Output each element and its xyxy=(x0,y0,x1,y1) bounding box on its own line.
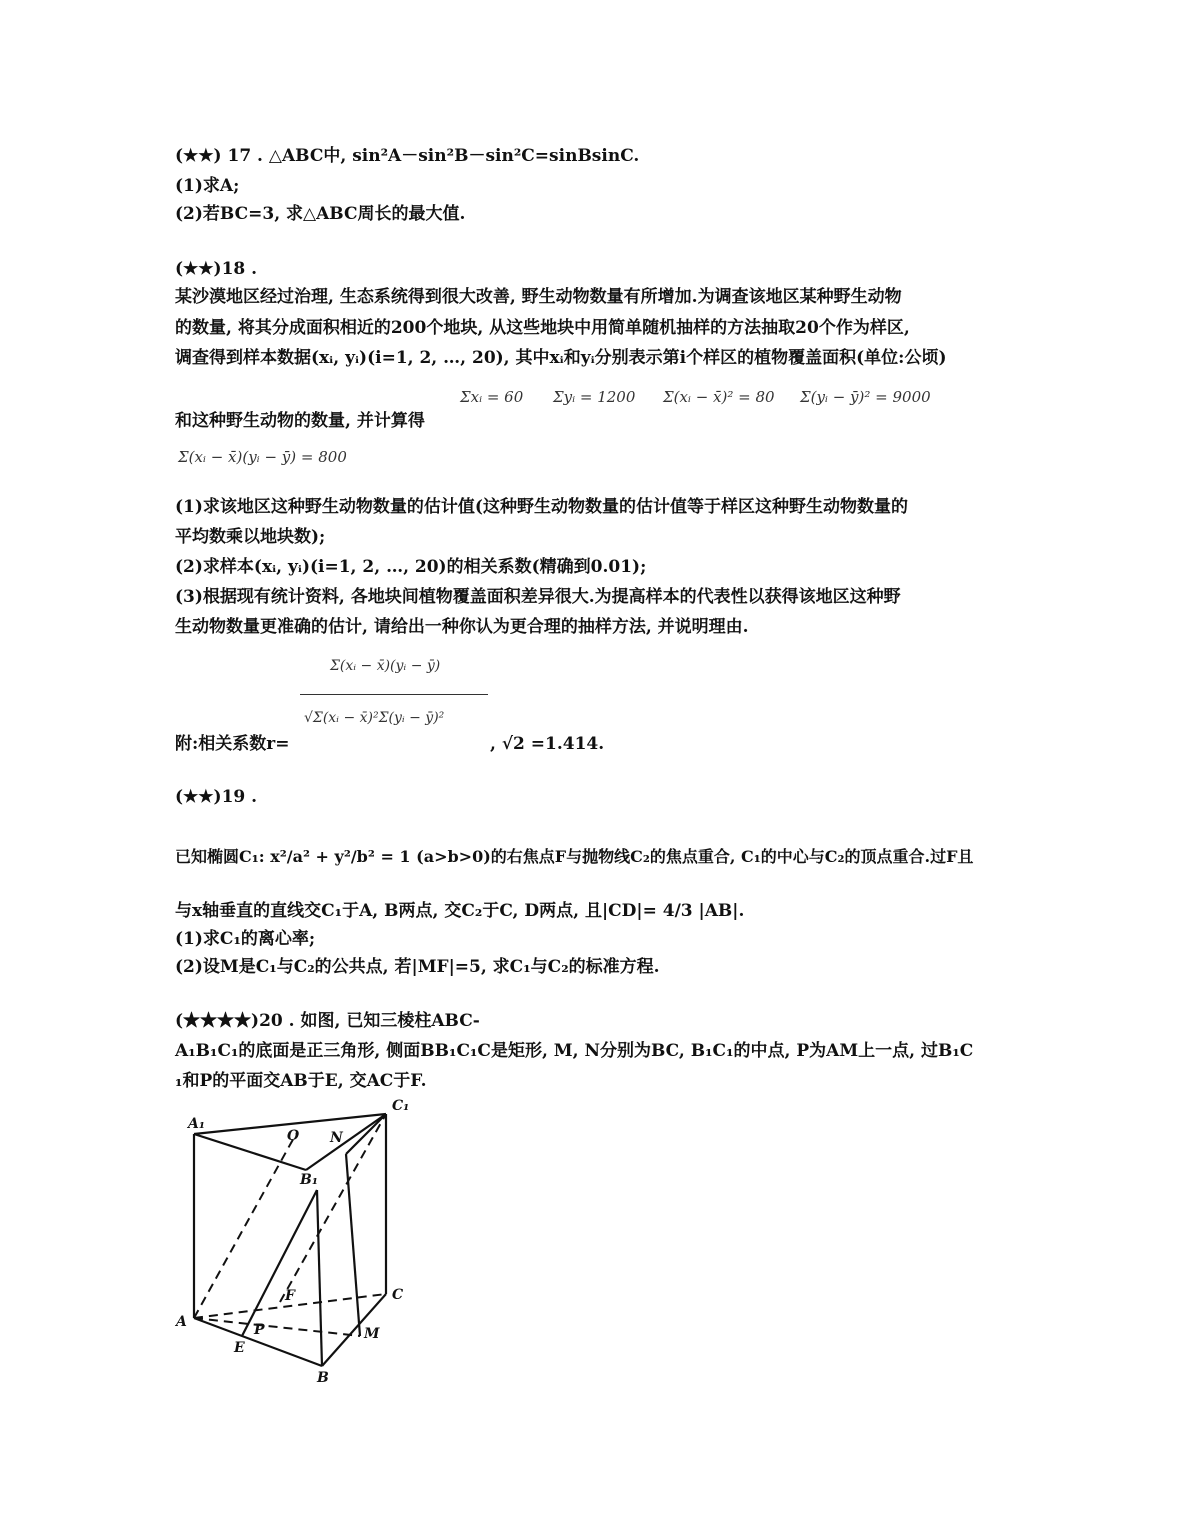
q20-header: (★★★★)20 . 如图, 已知三棱柱ABC- xyxy=(175,1011,480,1031)
label-P: P xyxy=(254,1322,265,1338)
label-C: C xyxy=(392,1287,404,1303)
q18-line4: 和这种野生动物的数量, 并计算得 xyxy=(175,411,425,431)
q19-part2: (2)设M是C₁与C₂的公共点, 若|MF|=5, 求C₁与C₂的标准方程. xyxy=(175,957,660,977)
q19-line2: 与x轴垂直的直线交C₁于A, B两点, 交C₂于C, D两点, 且|CD|= 4/3 |AB|. xyxy=(175,901,745,921)
label-C1: C₁ xyxy=(392,1098,410,1114)
label-B1: B₁ xyxy=(300,1172,318,1188)
q18-fraction-bar xyxy=(300,694,488,695)
q18-sum-xy: Σ(xᵢ − x̄)(yᵢ − ȳ) = 800 xyxy=(178,448,347,466)
q18-sum-xx: Σ(xᵢ − x̄)² = 80 xyxy=(663,388,775,406)
q19-part1: (1)求C₁的离心率; xyxy=(175,929,316,949)
q18-sum-x: Σxᵢ = 60 xyxy=(460,388,524,406)
q17-header: (★★) 17 . △ABC中, sin²A－sin²B－sin²C=sinBsinC. xyxy=(175,146,640,166)
q18-formula-numerator: Σ(xᵢ − x̄)(yᵢ − ȳ) xyxy=(330,658,441,674)
q18-q2: (2)求样本(xᵢ, yᵢ)(i=1, 2, …, 20)的相关系数(精确到0.01); xyxy=(175,557,647,577)
q19-line1: 已知椭圆C₁: x²/a² + y²/b² = 1 (a>b>0)的右焦点F与抛物线C₂的焦点重合, C₁的中心与C₂的顶点重合.过F且 xyxy=(175,847,974,866)
label-F: F xyxy=(285,1288,295,1304)
q17-part1: (1)求A; xyxy=(175,176,240,196)
q18-q1a: (1)求该地区这种野生动物数量的估计值(这种野生动物数量的估计值等于样区这种野生动物数量的 xyxy=(175,497,908,517)
q20-line2: ₁和P的平面交AB于E, 交AC于F. xyxy=(175,1071,427,1091)
q18-sqrt2: , √2 =1.414. xyxy=(490,734,605,754)
label-M: M xyxy=(364,1326,380,1342)
label-B: B xyxy=(317,1370,329,1386)
q18-sum-y: Σyᵢ = 1200 xyxy=(553,388,636,406)
q18-formula-denominator: √Σ(xᵢ − x̄)²Σ(yᵢ − ȳ)² xyxy=(304,710,445,726)
q18-header: (★★)18 . xyxy=(175,259,258,279)
q18-sum-yy: Σ(yᵢ − ȳ)² = 9000 xyxy=(800,388,931,406)
q19-header: (★★)19 . xyxy=(175,787,258,807)
q18-appendix: 附:相关系数r= xyxy=(175,734,290,754)
label-N: N xyxy=(330,1130,343,1146)
q18-q3b: 生动物数量更准确的估计, 请给出一种你认为更合理的抽样方法, 并说明理由. xyxy=(175,617,749,637)
q18-line3: 调查得到样本数据(xᵢ, yᵢ)(i=1, 2, …, 20), 其中xᵢ和yᵢ分别表示第i个样区的植物覆盖面积(单位:公顷) xyxy=(175,348,947,368)
q20-line1: A₁B₁C₁的底面是正三角形, 侧面BB₁C₁C是矩形, M, N分别为BC, B₁C₁的中点, P为AM上一点, 过B₁C xyxy=(175,1041,974,1061)
label-E: E xyxy=(234,1340,245,1356)
q17-part2: (2)若BC=3, 求△ABC周长的最大值. xyxy=(175,204,466,224)
q18-q1b: 平均数乘以地块数); xyxy=(175,527,326,547)
label-A1: A₁ xyxy=(188,1116,205,1132)
prism-figure xyxy=(170,1090,430,1390)
q18-q3a: (3)根据现有统计资料, 各地块间植物覆盖面积差异很大.为提高样本的代表性以获得该地区这种野 xyxy=(175,587,901,607)
q18-line2: 的数量, 将其分成面积相近的200个地块, 从这些地块中用简单随机抽样的方法抽取20个作为样区, xyxy=(175,318,910,338)
q18-line1: 某沙漠地区经过治理, 生态系统得到很大改善, 野生动物数量有所增加.为调查该地区某种野生动物 xyxy=(175,287,902,307)
label-A: A xyxy=(176,1314,187,1330)
label-O: O xyxy=(287,1128,300,1144)
